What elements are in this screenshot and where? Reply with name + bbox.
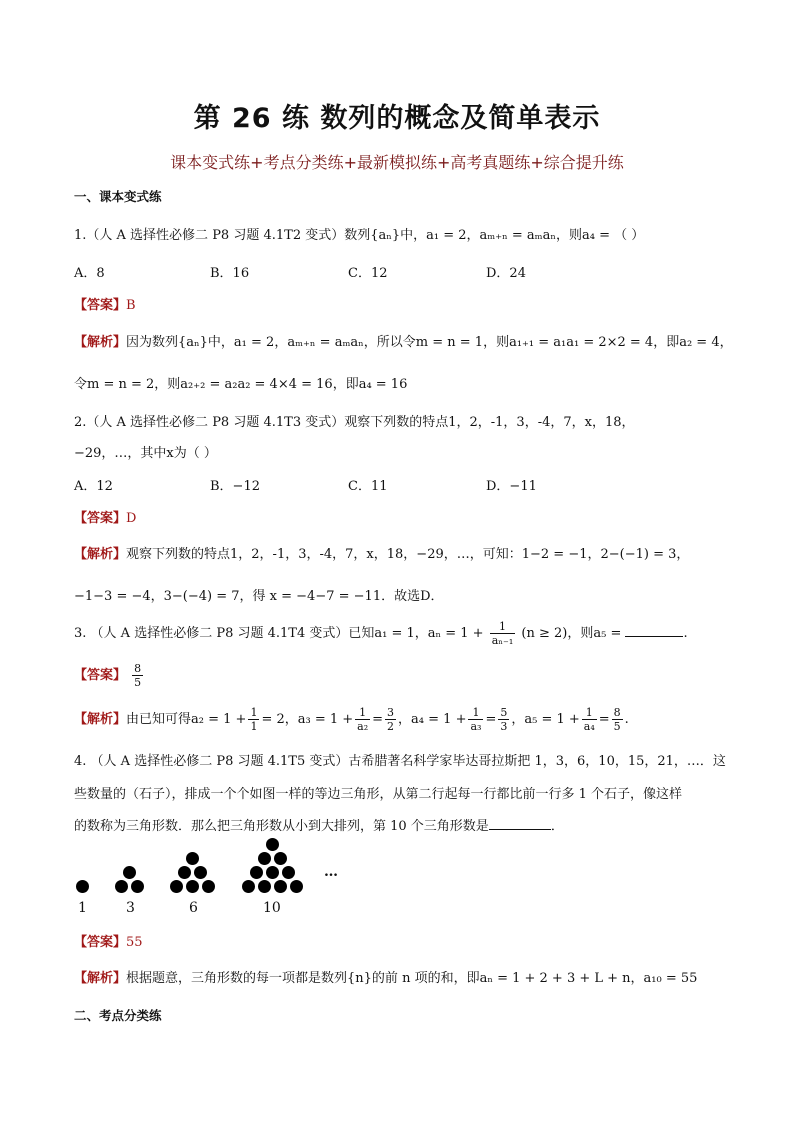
fraction-denominator: a₃	[470, 720, 482, 733]
stone-dot	[266, 866, 279, 879]
q1-analysis-line-1	[74, 331, 733, 350]
fraction-denominator: 5	[134, 676, 142, 689]
q3-analysis-segment: =	[372, 712, 384, 727]
fraction-numerator: 1	[250, 706, 258, 719]
fraction-numerator: 8	[613, 706, 621, 719]
analysis-tag: 【解析】	[74, 712, 127, 727]
q2-option-c: C．11	[348, 479, 388, 494]
q3-stem: 3. （人 A 选择性必修二 P8 习题 4.1T4 变式）已知a₁ = 1，aₙ = 1 + $\frac{1}{\text{aₙ₋₁}}$ (n ≥ 2)，则a₅ = .	[74, 620, 688, 647]
q3-analysis-segment: = 2，	[261, 712, 298, 727]
fraction-numerator: 3	[387, 706, 395, 719]
q3-stem-fraction	[490, 620, 516, 647]
q3-stem-text-b: (n ≥ 2)，则a₅ =	[521, 626, 622, 641]
stone-dot	[170, 880, 183, 893]
fraction-denominator: 2	[387, 720, 395, 733]
stone-dot	[178, 866, 191, 879]
q1-option-b: B．16	[210, 266, 250, 281]
q3-analysis-fraction	[498, 706, 509, 733]
fraction-numerator: 1	[468, 706, 483, 720]
q3-analysis-segment: .	[624, 712, 629, 727]
analysis-tag: 【解析】	[74, 971, 127, 986]
page-subtitle: 课本变式练+考点分类练+最新模拟练+高考真题练+综合提升练	[170, 153, 624, 172]
fraction-denominator: a₂	[357, 720, 369, 733]
q3-analysis-fraction	[582, 706, 597, 733]
q2-stem-line-2: −29，…，其中x为（ ）	[74, 446, 217, 461]
q4-analysis	[74, 967, 697, 986]
fraction-denominator: aₙ₋₁	[491, 634, 514, 647]
q2-option-a: A．12	[74, 479, 113, 494]
figure-label-6: 6	[189, 900, 198, 916]
stone-dot	[131, 880, 144, 893]
fraction-numerator: 8	[134, 662, 142, 675]
q1-option-d: D．24	[486, 266, 526, 281]
stone-dot	[202, 880, 215, 893]
answer-tag: 【答案】	[74, 511, 127, 526]
stone-dot	[242, 880, 255, 893]
fraction-numerator: 5	[500, 706, 508, 719]
q2-stem-line-1: 2.（人 A 选择性必修二 P8 习题 4.1T3 变式）观察下列数的特点1，2，-1，3，-4，7，x，18，	[74, 415, 635, 430]
fraction-denominator: 5	[613, 720, 621, 733]
q3-answer-fraction	[132, 662, 143, 689]
q3-analysis-fraction	[612, 706, 623, 733]
triangular-numbers-figure	[70, 838, 370, 928]
fraction-denominator: a₄	[583, 720, 595, 733]
q3-analysis-fraction	[248, 706, 259, 733]
q1-stem: 1.（人 A 选择性必修二 P8 习题 4.1T2 变式）数列{aₙ}中，a₁ = 2，aₘ₊ₙ = aₘaₙ，则a₄ = （ ）	[74, 228, 645, 243]
q3-analysis-fraction	[385, 706, 396, 733]
q1-answer-value: B	[126, 298, 136, 313]
stone-dot	[76, 880, 89, 893]
q2-analysis-line-2: −1−3 = −4，3−(−4) = 7，得 x = −4−7 = −11．故选D．	[74, 589, 444, 604]
q3-analysis-segment: ，	[511, 712, 525, 727]
q1-option-c: C．12	[348, 266, 388, 281]
q1-answer	[74, 294, 136, 313]
q4-stem-text-3: 的数称为三角形数．那么把三角形数从小到大排列，第 10 个三角形数是	[74, 819, 489, 834]
q1-analysis-line-2: 令m = n = 2，则a₂₊₂ = a₂a₂ = 4×4 = 16，即a₄ = 16	[74, 377, 408, 392]
q3-analysis-fraction	[355, 706, 370, 733]
stone-dot	[274, 880, 287, 893]
figure-label-10: 10	[263, 900, 281, 916]
stone-dot	[250, 866, 263, 879]
q4-answer-value: 55	[126, 935, 143, 950]
q1-analysis-text-1: 因为数列{aₙ}中，a₁ = 2，aₘ₊ₙ = aₘaₙ，所以令m = n = 1，则a₁₊₁ = a₁a₁ = 2×2 = 4，即a₂ = 4，	[126, 335, 733, 350]
analysis-tag: 【解析】	[74, 547, 127, 562]
q2-analysis-text-1: 观察下列数的特点1，2，-1，3，-4，7，x，18，−29，…，可知：1−2 = −1，2−(−1) = 3，	[126, 547, 690, 562]
fraction-numerator: 1	[582, 706, 597, 720]
q3-analysis-segment: a₅ = 1 +	[524, 712, 580, 727]
q3-analysis-segment: a₃ = 1 +	[297, 712, 354, 727]
section-heading-topics: 二、考点分类练	[74, 1008, 162, 1023]
q3-analysis-segment: a₄ = 1 +	[411, 712, 467, 727]
stone-dot	[274, 852, 287, 865]
analysis-tag: 【解析】	[74, 335, 127, 350]
stone-dot	[258, 852, 271, 865]
q3-analysis-fraction	[468, 706, 483, 733]
q4-answer-blank	[489, 817, 551, 830]
stone-dot	[266, 838, 279, 851]
q2-answer-value: D	[126, 511, 137, 526]
q4-stem-line-1: 4. （人 A 选择性必修二 P8 习题 4.1T5 变式）古希腊著名科学家毕达哥拉斯把 1，3，6，10，15，21，…．这	[74, 754, 726, 769]
stone-dot	[258, 880, 271, 893]
q3-analysis-body	[126, 706, 629, 733]
q3-analysis-segment: =	[485, 712, 497, 727]
stone-dot	[194, 866, 207, 879]
stone-dot	[282, 866, 295, 879]
answer-tag: 【答案】	[74, 935, 127, 950]
figure-label-1: 1	[78, 900, 87, 916]
fraction-denominator: 1	[250, 720, 258, 733]
fraction-denominator: 3	[500, 720, 508, 733]
stone-dot	[115, 880, 128, 893]
q3-analysis-segment: 由已知可得a₂ = 1 +	[126, 712, 247, 727]
q3-analysis-segment: =	[598, 712, 610, 727]
q2-option-d: D．−11	[486, 479, 537, 494]
q3-answer	[74, 662, 145, 689]
q4-answer	[74, 931, 143, 950]
q2-answer	[74, 507, 136, 526]
figure-label-3: 3	[126, 900, 135, 916]
q3-analysis-segment: ，	[398, 712, 412, 727]
stone-dot	[123, 866, 136, 879]
page-title: 第 26 练 数列的概念及简单表示	[193, 103, 601, 134]
q3-answer-blank	[625, 624, 683, 637]
q4-stem-line-2: 些数量的（石子），排成一个个如图一样的等边三角形，从第二行起每一行都比前一行多 1 个石子，像这样	[74, 787, 683, 802]
stone-dot	[186, 880, 199, 893]
fraction-numerator: 1	[490, 620, 516, 634]
stone-dot	[186, 852, 199, 865]
q4-analysis-text: 根据题意，三角形数的每一项都是数列{n}的前 n 项的和，即aₙ = 1 + 2 + 3 + L + n，a₁₀ = 55	[126, 971, 698, 986]
q4-stem-line-3: 的数称为三角形数．那么把三角形数从小到大排列，第 10 个三角形数是 ．	[74, 819, 564, 834]
q2-option-b: B．−12	[210, 479, 260, 494]
answer-tag: 【答案】	[74, 298, 127, 313]
stone-dot	[290, 880, 303, 893]
q2-analysis-line-1	[74, 543, 689, 562]
q3-stem-text-a: 3. （人 A 选择性必修二 P8 习题 4.1T4 变式）已知a₁ = 1，aₙ = 1 +	[74, 626, 484, 641]
answer-tag: 【答案】	[74, 668, 127, 683]
figure-ellipsis: …	[324, 864, 338, 880]
q1-option-a: A．8	[74, 266, 105, 281]
section-heading-textbook: 一、课本变式练	[74, 189, 162, 204]
q3-analysis	[74, 706, 629, 733]
fraction-numerator: 1	[355, 706, 370, 720]
